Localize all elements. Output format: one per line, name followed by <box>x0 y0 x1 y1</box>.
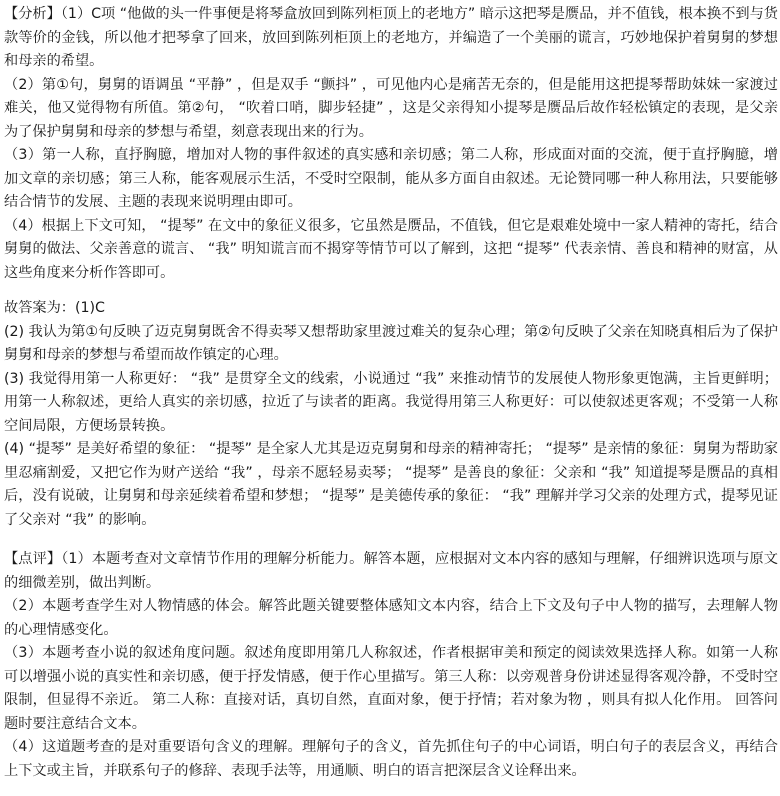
answer-paragraph-3: (4) “提琴” 是美好希望的象征： “提琴” 是全家人尤其是迈克舅舅和母亲的精神寄托； “提琴” 是亲情的象征：舅舅为帮助家里忍痛割爱，又把它作为财产送给 “我” ，母亲不愿轻易卖琴； “提琴” 是善良的象征：父亲和 “我” 知道提琴是赝品的真相后，没有说破，让舅舅和母亲延续着希望和梦想； “提琴” 是美德传承的象征： “我” 理解并学习父亲的处理方式，提琴见证了父亲对 “我” 的影响。 <box>4 441 778 528</box>
analysis-paragraph-4: （4）根据上下文可知， “提琴” 在文中的象征义很多，它虽然是赝品，不值钱，但它是艰难处境中一家人精神的寄托，结合舅舅的做法、父亲善意的谎言、 “我” 明知谎言而不揭穿等情节可以了解到，这把 “提琴” 代表亲情、善良和精神的财富，从这些角度来分析作答即可。 <box>4 217 778 281</box>
answer-paragraph-1: (2) 我认为第①句反映了迈克舅舅既舍不得卖琴又想帮助家里渡过难关的复杂心理；第②句反映了父亲在知晓真相后为了保护舅舅和母亲的梦想与希望而故作镇定的心理。 <box>4 323 778 363</box>
comment-paragraph-3: （3）本题考查小说的叙述角度问题。叙述角度即用第几人称叙述，作者根据审美和预定的阅读效果选择人称。如第一人称可以增强小说的真实性和亲切感，便于抒发情感，便于作心里描写。第三人称：以旁观普身份讲述显得客观冷静，不受时空限制，但显得不亲近。 第二人称：直接对话，真切自然，直面对象，便于抒情；若对象为物 ，则具有拟人化作用。 回答问题时要注意结合文本。 <box>4 645 778 732</box>
analysis-paragraph-3: （3）第一人称，直抒胸臆，增加对人物的事件叙述的真实感和亲切感；第二人称，形成面对面的交流，便于直抒胸臆，增加文章的亲切感；第三人称，能客观展示生活，不受时空限制，能从多方面自由叙述。无论赞同哪一种人称用法，只要能够结合情节的发展、主题的表现来说明理由即可。 <box>4 147 778 210</box>
answer-section <box>4 297 778 532</box>
analysis-paragraph-1: 【分析】（1）C项 “他做的头一件事便是将琴盒放回到陈列柜顶上的老地方” 暗示这把琴是赝品，并不值钱，根本换不到与货款等价的金钱，所以他才把琴拿了回来，放回到陈列柜顶上的老地方，并编造了一个美丽的谎言，巧妙地保护着舅舅的梦想和母亲的希望。 <box>4 6 778 69</box>
answer-paragraph-0: 故答案为：(1)C <box>4 300 105 316</box>
answer-paragraph-2: (3) 我觉得用第一人称更好： “我” 是贯穿全文的线索，小说通过 “我” 来推动情节的发展使人物形象更饱满，主旨更鲜明；用第一人称叙述，更给人真实的亲切感，拉近了与读者的距离。我觉得用第三人称更好：可以使叙述更客观；不受第一人称空间局限，方便场景转换。 <box>4 370 778 434</box>
analysis-section <box>4 3 778 285</box>
analysis-paragraph-2: （2）第①句，舅舅的语调虽 “平静” ，但是双手 “颤抖” ，可见他内心是痛苦无奈的，但是能用这把提琴帮助妹妹一家渡过难关，他又觉得物有所值。第②句， “吹着口哨，脚步轻捷” ，这是父亲得知小提琴是赝品后故作轻松镇定的表现，是父亲为了保护舅舅和母亲的梦想与希望，刻意表现出来的行为。 <box>4 76 778 140</box>
comment-paragraph-1: 【点评】（1）本题考查对文章情节作用的理解分析能力。解答本题，应根据对文本内容的感知与理解，仔细辨识选项与原文的细微差别，做出判断。 <box>4 551 778 591</box>
comment-paragraph-2: （2）本题考查学生对人物情感的体会。解答此题关键要整体感知文本内容，结合上下文及句子中人物的描写，去理解人物的心理情感变化。 <box>4 598 778 638</box>
comment-section <box>4 548 778 783</box>
comment-paragraph-4: （4）这道题考查的是对重要语句含义的理解。理解句子的含义，首先抓住句子的中心词语，明白句子的表层含义，再结合上下文或主旨，并联系句子的修辞、表现手法等，用通顺、明白的语言把深层含义诠释出来。 <box>4 739 778 779</box>
